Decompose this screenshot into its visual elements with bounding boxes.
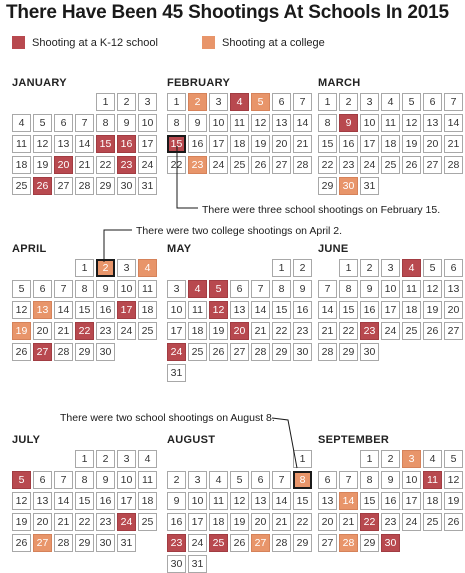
day: 18: [12, 156, 31, 174]
day: 5: [33, 114, 52, 132]
day-college-shooting: 27: [251, 534, 270, 552]
day: 24: [117, 322, 136, 340]
day: 27: [444, 322, 463, 340]
day: 2: [339, 93, 358, 111]
day: 8: [75, 471, 94, 489]
day: 18: [188, 322, 207, 340]
day: 19: [12, 513, 31, 531]
day: 9: [96, 280, 115, 298]
annotation-feb15: There were three school shootings on February 15.: [202, 204, 441, 216]
day: 18: [138, 301, 157, 319]
day: 25: [138, 322, 157, 340]
day: 1: [293, 450, 312, 468]
day: 1: [75, 259, 94, 277]
day: 1: [167, 93, 186, 111]
day: 10: [117, 280, 136, 298]
day: 25: [138, 513, 157, 531]
day: 3: [360, 93, 379, 111]
day: 12: [402, 114, 421, 132]
day: 12: [12, 301, 31, 319]
day: 21: [339, 513, 358, 531]
day: 3: [138, 93, 157, 111]
day: 30: [96, 343, 115, 361]
day: 22: [75, 513, 94, 531]
day: 26: [251, 156, 270, 174]
day-college-shooting: 5: [251, 93, 270, 111]
day: 14: [251, 301, 270, 319]
day: 29: [360, 534, 379, 552]
day: 28: [75, 177, 94, 195]
month-name: JUNE: [318, 243, 349, 255]
month-name: APRIL: [12, 243, 47, 255]
day: 17: [167, 322, 186, 340]
month-name: AUGUST: [167, 434, 216, 446]
day: 16: [96, 301, 115, 319]
day: 6: [318, 471, 337, 489]
day: 7: [272, 471, 291, 489]
day: 17: [402, 492, 421, 510]
day-k12-shooting: 15: [96, 135, 115, 153]
day-college-shooting: 13: [33, 301, 52, 319]
day: 11: [188, 301, 207, 319]
day: 21: [318, 322, 337, 340]
day: 13: [444, 280, 463, 298]
day: 26: [402, 156, 421, 174]
day: 28: [293, 156, 312, 174]
day-k12-shooting: 5: [12, 471, 31, 489]
day: 10: [167, 301, 186, 319]
day: 10: [138, 114, 157, 132]
day: 6: [54, 114, 73, 132]
day-college-shooting: 8: [293, 471, 312, 489]
day: 24: [138, 156, 157, 174]
day: 9: [96, 471, 115, 489]
day: 8: [272, 280, 291, 298]
day: 9: [293, 280, 312, 298]
day: 23: [96, 513, 115, 531]
day: 22: [318, 156, 337, 174]
day: 19: [444, 492, 463, 510]
day: 1: [272, 259, 291, 277]
day: 11: [138, 280, 157, 298]
day-college-shooting: 14: [339, 492, 358, 510]
day: 25: [423, 513, 442, 531]
day: 8: [339, 280, 358, 298]
month-name: SEPTEMBER: [318, 434, 390, 446]
day-college-shooting: 2: [96, 259, 115, 277]
day: 3: [381, 259, 400, 277]
day: 2: [167, 471, 186, 489]
day: 18: [230, 135, 249, 153]
day: 22: [272, 322, 291, 340]
day-k12-shooting: 24: [117, 513, 136, 531]
day: 8: [318, 114, 337, 132]
day: 10: [209, 114, 228, 132]
day: 6: [272, 93, 291, 111]
day: 7: [251, 280, 270, 298]
day: 30: [293, 343, 312, 361]
day: 17: [138, 135, 157, 153]
day: 20: [251, 513, 270, 531]
day-k12-shooting: 4: [402, 259, 421, 277]
day: 3: [188, 471, 207, 489]
day: 23: [381, 513, 400, 531]
day: 31: [188, 555, 207, 573]
day: 7: [54, 280, 73, 298]
day-k12-shooting: 4: [188, 280, 207, 298]
day: 3: [117, 450, 136, 468]
day: 12: [33, 135, 52, 153]
day: 13: [272, 114, 291, 132]
day-k12-shooting: 20: [230, 322, 249, 340]
day: 22: [293, 513, 312, 531]
day: 14: [75, 135, 94, 153]
day: 17: [360, 135, 379, 153]
day: 31: [117, 534, 136, 552]
day: 17: [188, 513, 207, 531]
day: 6: [423, 93, 442, 111]
day: 13: [33, 492, 52, 510]
day: 19: [33, 156, 52, 174]
legend-college-label: Shooting at a college: [222, 36, 325, 49]
day: 4: [138, 450, 157, 468]
day: 21: [75, 156, 94, 174]
day-college-shooting: 27: [33, 534, 52, 552]
month-name: MARCH: [318, 77, 361, 89]
day: 28: [272, 534, 291, 552]
day-k12-shooting: 23: [360, 322, 379, 340]
day: 22: [96, 156, 115, 174]
day: 15: [293, 492, 312, 510]
day: 16: [167, 513, 186, 531]
day: 2: [381, 450, 400, 468]
day: 29: [272, 343, 291, 361]
feb15-leader: [177, 146, 198, 208]
day: 21: [54, 513, 73, 531]
day: 4: [12, 114, 31, 132]
day: 28: [54, 343, 73, 361]
day: 19: [251, 135, 270, 153]
day: 16: [188, 135, 207, 153]
day: 15: [318, 135, 337, 153]
annotation-apr2: There were two college shootings on April 2.: [136, 225, 343, 237]
day: 16: [96, 492, 115, 510]
day-k12-shooting: 27: [33, 343, 52, 361]
day: 25: [230, 156, 249, 174]
day-k12-shooting: 24: [167, 343, 186, 361]
day-k12-shooting: 15: [167, 135, 186, 153]
day: 11: [381, 114, 400, 132]
day: 3: [117, 259, 136, 277]
day: 16: [381, 492, 400, 510]
day: 26: [423, 322, 442, 340]
day: 14: [272, 492, 291, 510]
day: 21: [251, 322, 270, 340]
day: 13: [251, 492, 270, 510]
day: 5: [444, 450, 463, 468]
day: 21: [54, 322, 73, 340]
day: 7: [54, 471, 73, 489]
day: 29: [75, 343, 94, 361]
day: 5: [402, 93, 421, 111]
day: 14: [54, 301, 73, 319]
day: 20: [318, 513, 337, 531]
day: 28: [54, 534, 73, 552]
day: 2: [117, 93, 136, 111]
day-k12-shooting: 5: [209, 280, 228, 298]
day: 16: [339, 135, 358, 153]
day: 21: [293, 135, 312, 153]
day: 8: [75, 280, 94, 298]
day: 15: [75, 301, 94, 319]
day: 18: [381, 135, 400, 153]
day: 10: [188, 492, 207, 510]
day-college-shooting: 19: [12, 322, 31, 340]
day: 15: [360, 492, 379, 510]
month-name: JULY: [12, 434, 41, 446]
day: 4: [209, 471, 228, 489]
day-k12-shooting: 4: [230, 93, 249, 111]
day: 24: [360, 156, 379, 174]
day: 3: [167, 280, 186, 298]
day: 1: [360, 450, 379, 468]
day: 15: [75, 492, 94, 510]
month-name: MAY: [167, 243, 192, 255]
day-k12-shooting: 12: [209, 301, 228, 319]
day: 15: [339, 301, 358, 319]
day: 20: [33, 513, 52, 531]
day: 21: [444, 135, 463, 153]
day: 31: [138, 177, 157, 195]
day: 29: [318, 177, 337, 195]
day: 6: [230, 280, 249, 298]
day: 6: [33, 471, 52, 489]
day: 25: [381, 156, 400, 174]
day: 12: [444, 471, 463, 489]
day: 7: [293, 93, 312, 111]
day-college-shooting: 28: [339, 534, 358, 552]
day: 4: [381, 93, 400, 111]
day: 25: [12, 177, 31, 195]
day: 27: [54, 177, 73, 195]
day: 26: [230, 534, 249, 552]
day: 30: [96, 534, 115, 552]
day: 9: [167, 492, 186, 510]
day: 30: [117, 177, 136, 195]
day: 26: [444, 513, 463, 531]
day-college-shooting: 30: [339, 177, 358, 195]
day: 18: [423, 492, 442, 510]
day: 24: [188, 534, 207, 552]
day: 12: [230, 492, 249, 510]
day: 5: [423, 259, 442, 277]
day: 28: [251, 343, 270, 361]
day: 14: [293, 114, 312, 132]
day: 14: [54, 492, 73, 510]
day-k12-shooting: 9: [339, 114, 358, 132]
day: 9: [188, 114, 207, 132]
day-k12-shooting: 23: [167, 534, 186, 552]
day: 26: [12, 534, 31, 552]
day: 27: [318, 534, 337, 552]
day: 10: [381, 280, 400, 298]
day: 13: [230, 301, 249, 319]
day: 6: [251, 471, 270, 489]
day: 7: [339, 471, 358, 489]
day: 1: [339, 259, 358, 277]
day: 11: [138, 471, 157, 489]
day: 1: [96, 93, 115, 111]
day-k12-shooting: 16: [117, 135, 136, 153]
day: 8: [167, 114, 186, 132]
day: 27: [272, 156, 291, 174]
day-k12-shooting: 30: [381, 534, 400, 552]
day: 7: [318, 280, 337, 298]
day: 19: [423, 301, 442, 319]
day: 27: [230, 343, 249, 361]
day: 25: [402, 322, 421, 340]
day: 20: [423, 135, 442, 153]
day: 18: [138, 492, 157, 510]
day: 23: [293, 322, 312, 340]
day: 7: [444, 93, 463, 111]
day: 31: [360, 177, 379, 195]
day: 28: [318, 343, 337, 361]
day: 13: [423, 114, 442, 132]
day-college-shooting: 23: [188, 156, 207, 174]
day: 6: [33, 280, 52, 298]
day: 9: [360, 280, 379, 298]
day: 30: [360, 343, 379, 361]
day: 19: [230, 513, 249, 531]
annotation-aug8: There were two school shootings on August 8.: [60, 412, 275, 424]
day: 25: [188, 343, 207, 361]
day: 11: [209, 492, 228, 510]
day: 13: [54, 135, 73, 153]
day: 12: [12, 492, 31, 510]
day: 2: [293, 259, 312, 277]
day: 5: [230, 471, 249, 489]
day: 16: [360, 301, 379, 319]
day: 12: [423, 280, 442, 298]
day: 16: [293, 301, 312, 319]
day-college-shooting: 4: [138, 259, 157, 277]
aug8-leader: [272, 418, 297, 468]
day: 9: [381, 471, 400, 489]
day: 26: [12, 343, 31, 361]
day: 17: [117, 492, 136, 510]
day: 13: [318, 492, 337, 510]
day: 19: [209, 322, 228, 340]
day: 28: [444, 156, 463, 174]
day: 10: [117, 471, 136, 489]
day-k12-shooting: 25: [209, 534, 228, 552]
month-name: JANUARY: [12, 77, 67, 89]
day: 30: [167, 555, 186, 573]
day: 31: [167, 364, 186, 382]
day: 11: [402, 280, 421, 298]
day: 1: [75, 450, 94, 468]
day: 17: [381, 301, 400, 319]
day: 21: [272, 513, 291, 531]
day: 12: [251, 114, 270, 132]
day: 4: [423, 450, 442, 468]
apr2-leader: [104, 230, 132, 262]
day: 2: [96, 450, 115, 468]
day: 18: [402, 301, 421, 319]
day: 9: [117, 114, 136, 132]
day-college-shooting: 2: [188, 93, 207, 111]
day: 15: [272, 301, 291, 319]
day: 14: [444, 114, 463, 132]
day: 24: [402, 513, 421, 531]
day: 1: [318, 93, 337, 111]
day-k12-shooting: 17: [117, 301, 136, 319]
day: 22: [167, 156, 186, 174]
day: 23: [339, 156, 358, 174]
day: 26: [209, 343, 228, 361]
day: 24: [381, 322, 400, 340]
day: 10: [360, 114, 379, 132]
day: 7: [75, 114, 94, 132]
day: 11: [12, 135, 31, 153]
day: 20: [444, 301, 463, 319]
day: 29: [293, 534, 312, 552]
day: 18: [209, 513, 228, 531]
day-k12-shooting: 26: [33, 177, 52, 195]
day-k12-shooting: 22: [75, 322, 94, 340]
day: 29: [75, 534, 94, 552]
month-name: FEBRUARY: [167, 77, 231, 89]
day: 3: [209, 93, 228, 111]
day: 11: [230, 114, 249, 132]
day-k12-shooting: 22: [360, 513, 379, 531]
day: 29: [96, 177, 115, 195]
day: 14: [318, 301, 337, 319]
day: 20: [272, 135, 291, 153]
day: 17: [209, 135, 228, 153]
page-title: There Have Been 45 Shootings At Schools In 2015: [6, 2, 449, 23]
day: 10: [402, 471, 421, 489]
day: 20: [33, 322, 52, 340]
day-k12-shooting: 23: [117, 156, 136, 174]
day: 8: [360, 471, 379, 489]
day: 8: [96, 114, 115, 132]
day: 2: [360, 259, 379, 277]
day-k12-shooting: 11: [423, 471, 442, 489]
legend-k12-label: Shooting at a K-12 school: [32, 36, 158, 49]
day: 23: [96, 322, 115, 340]
day: 6: [444, 259, 463, 277]
day: 27: [423, 156, 442, 174]
day: 22: [339, 322, 358, 340]
day-k12-shooting: 20: [54, 156, 73, 174]
day-college-shooting: 3: [402, 450, 421, 468]
day: 5: [12, 280, 31, 298]
day: 24: [209, 156, 228, 174]
day: 19: [402, 135, 421, 153]
day: 29: [339, 343, 358, 361]
